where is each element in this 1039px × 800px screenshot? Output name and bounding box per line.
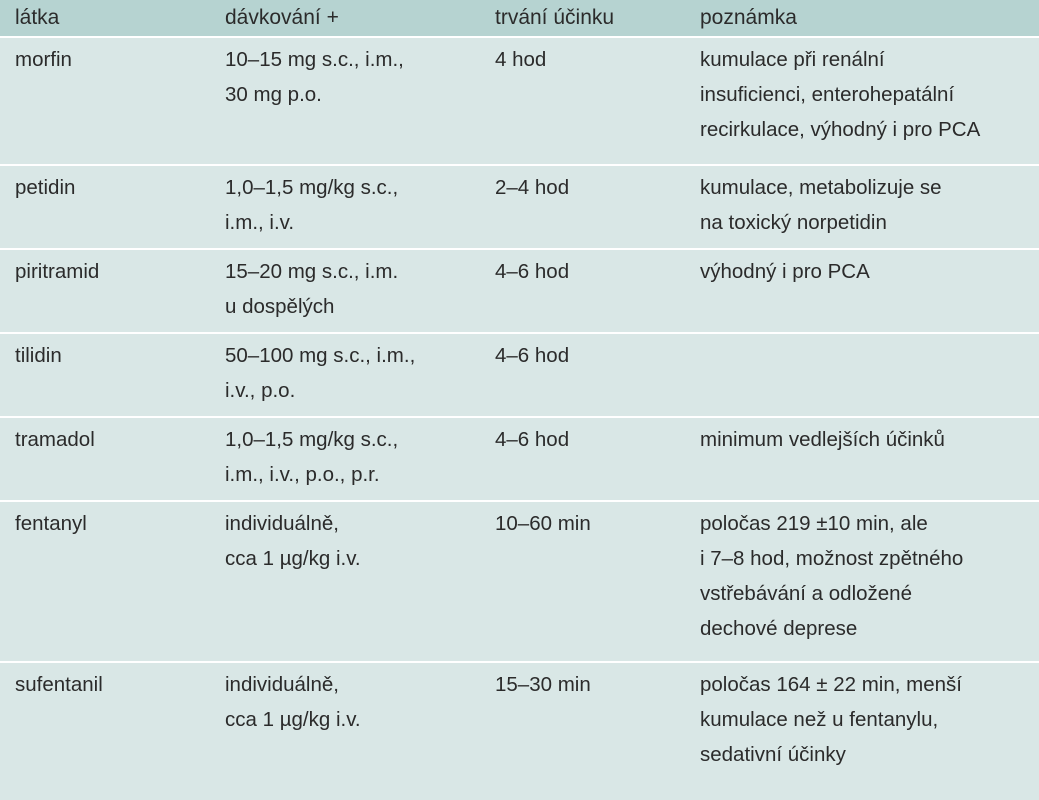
cell-note xyxy=(685,501,1039,662)
dosage-text: 10–15 mg s.c., i.m., 30 mg p.o. xyxy=(225,48,404,106)
note-text: poločas 164 ± 22 min, menší kumulace než u fentanylu, sedativní účinky xyxy=(700,673,962,766)
cell-note xyxy=(685,249,1039,333)
cell-dosage xyxy=(210,249,480,333)
note-text: výhodný i pro PCA xyxy=(700,260,870,283)
cell-dosage xyxy=(210,165,480,249)
note-text: minimum vedlejších účinků xyxy=(700,428,945,451)
dosage-text: individuálně, cca 1 µg/kg i.v. xyxy=(225,673,361,731)
duration-text: 15–30 min xyxy=(495,673,591,696)
cell-note xyxy=(685,165,1039,249)
cell-note xyxy=(685,333,1039,417)
substance-text: petidin xyxy=(15,176,76,199)
duration-text: 10–60 min xyxy=(495,512,591,535)
cell-duration xyxy=(480,662,685,789)
duration-text: 4–6 hod xyxy=(495,260,570,283)
cell-substance xyxy=(0,165,210,249)
cell-duration xyxy=(480,417,685,501)
substance-text: tilidin xyxy=(15,344,62,367)
cell-duration xyxy=(480,37,685,165)
cell-duration xyxy=(480,333,685,417)
dosage-text: individuálně, cca 1 µg/kg i.v. xyxy=(225,512,361,570)
cell-duration xyxy=(480,501,685,662)
cell-substance xyxy=(0,333,210,417)
header-substance: látka xyxy=(0,0,210,37)
cell-substance xyxy=(0,417,210,501)
cell-duration xyxy=(480,249,685,333)
substance-text: sufentanil xyxy=(15,673,103,696)
header-row xyxy=(0,0,1039,37)
cell-substance xyxy=(0,37,210,165)
cell-substance xyxy=(0,501,210,662)
dosage-text: 1,0–1,5 mg/kg s.c., i.m., i.v., p.o., p.r. xyxy=(225,428,399,486)
dosage-text: 1,0–1,5 mg/kg s.c., i.m., i.v. xyxy=(225,176,399,234)
table-row xyxy=(0,501,1039,662)
table-row xyxy=(0,165,1039,249)
cell-dosage xyxy=(210,333,480,417)
note-text xyxy=(700,334,1039,338)
table-body xyxy=(0,37,1039,789)
dosage-text: 50–100 mg s.c., i.m., i.v., p.o. xyxy=(225,344,416,402)
duration-text: 4 hod xyxy=(495,48,547,71)
cell-dosage xyxy=(210,417,480,501)
cell-dosage xyxy=(210,501,480,662)
cell-dosage xyxy=(210,37,480,165)
duration-text: 4–6 hod xyxy=(495,428,570,451)
dosage-text: 15–20 mg s.c., i.m. u dospělých xyxy=(225,260,399,318)
cell-substance xyxy=(0,662,210,789)
cell-note xyxy=(685,417,1039,501)
table-row xyxy=(0,662,1039,789)
cell-note xyxy=(685,37,1039,165)
substance-text: tramadol xyxy=(15,428,95,451)
cell-dosage xyxy=(210,662,480,789)
header-duration: trvání účinku xyxy=(480,0,685,37)
table-row xyxy=(0,37,1039,165)
substance-text: fentanyl xyxy=(15,512,87,535)
note-text: kumulace, metabolizuje se na toxický norpetidin xyxy=(700,176,942,234)
note-text: poločas 219 ±10 min, ale i 7–8 hod, možnost zpětného vstřebávání a odložené dechové deprese xyxy=(700,512,964,640)
duration-text: 2–4 hod xyxy=(495,176,570,199)
table-header xyxy=(0,0,1039,37)
table-row xyxy=(0,249,1039,333)
header-dosage: dávkování + xyxy=(210,0,480,37)
duration-text: 4–6 hod xyxy=(495,344,570,367)
note-text: kumulace při renální insuficienci, enterohepatální recirkulace, výhodný i pro PCA xyxy=(700,48,981,141)
cell-note xyxy=(685,662,1039,789)
substance-text: morfin xyxy=(15,48,72,71)
table-row xyxy=(0,333,1039,417)
cell-duration xyxy=(480,165,685,249)
substance-text: piritramid xyxy=(15,260,100,283)
cell-substance xyxy=(0,249,210,333)
table-row xyxy=(0,417,1039,501)
header-note: poznámka xyxy=(685,0,1039,37)
